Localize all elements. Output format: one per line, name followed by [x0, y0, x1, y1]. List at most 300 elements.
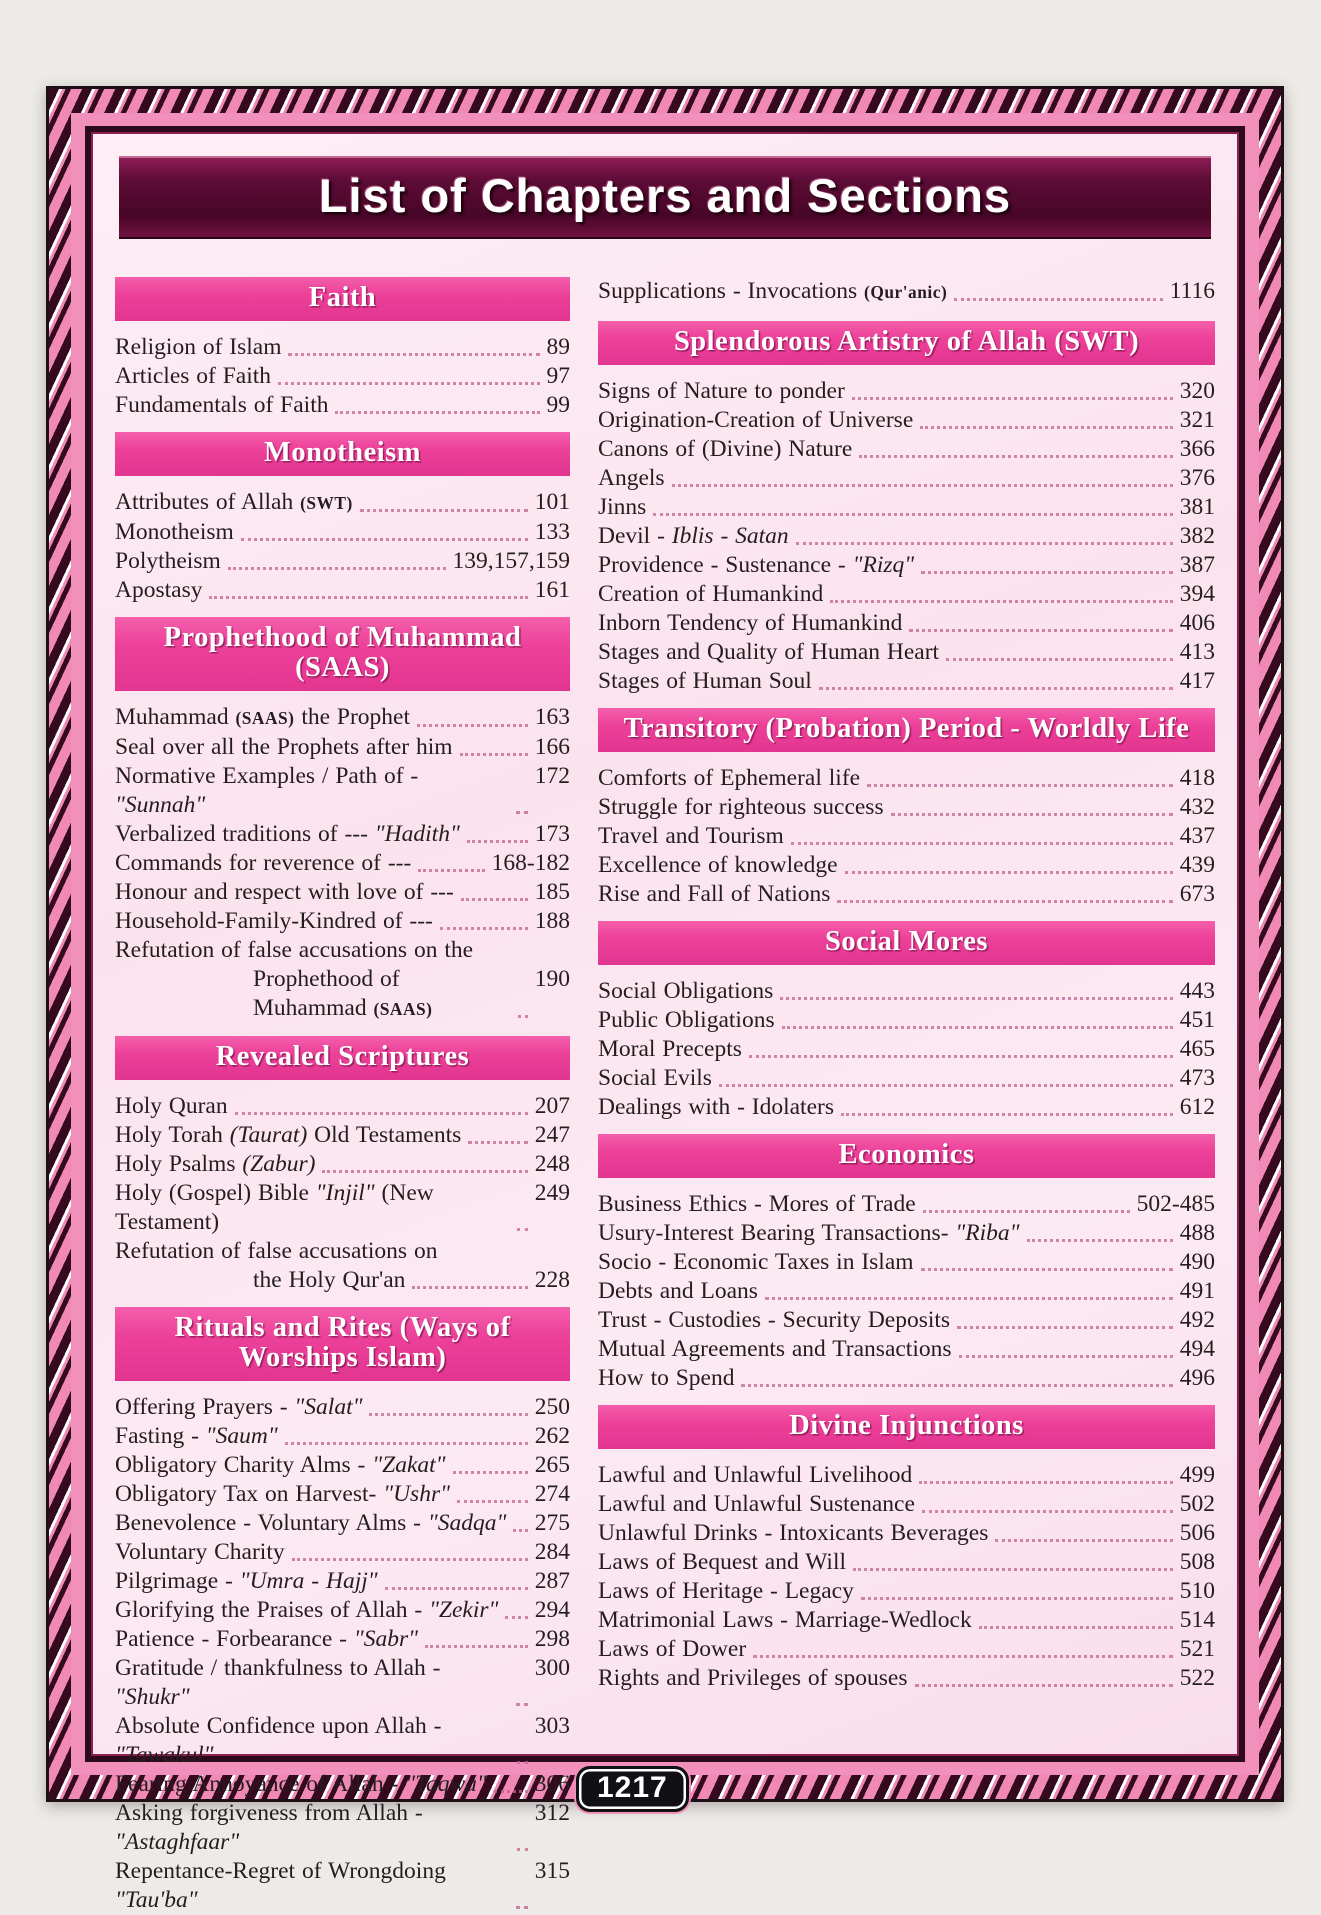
- entry-page-number: 298: [534, 1626, 570, 1652]
- entry-label: Holy (Gospel) Bible "Injil" (New Testament): [115, 1180, 434, 1235]
- toc-entry: [598, 1490, 1215, 1519]
- entry-label: Fundamentals of Faith: [115, 392, 329, 418]
- entry-page-number: 248: [534, 1151, 570, 1177]
- entry-label: How to Spend: [598, 1365, 735, 1391]
- book-page: [46, 86, 1284, 1913]
- entry-label: Repentance-Regret of Wrongdoing "Tau'ba": [115, 1858, 446, 1913]
- toc-entry: [115, 733, 570, 762]
- entry-page-number: 394: [1179, 581, 1215, 607]
- entry-label: Providence - Sustenance - "Rizq": [598, 552, 915, 578]
- dot-leader: [791, 842, 1173, 845]
- entry-page-number: 207: [534, 1093, 570, 1119]
- toc-entry: [115, 1422, 570, 1451]
- section-banner: Revealed Scriptures: [115, 1036, 570, 1080]
- toc-entry: [598, 277, 1215, 307]
- entry-label: Verbalized traditions of --- "Hadith": [115, 821, 460, 847]
- entry-page-number: 488: [1179, 1220, 1215, 1246]
- entry-label: Business Ethics - Mores of Trade: [598, 1191, 916, 1217]
- entry-label: Canons of (Divine) Nature: [598, 436, 853, 462]
- entry-page-number: 508: [1179, 1549, 1215, 1575]
- dot-leader: [517, 1761, 528, 1764]
- entry-page-number: 382: [1179, 523, 1215, 549]
- dot-leader: [909, 629, 1172, 632]
- entry-page-number: 417: [1179, 668, 1215, 694]
- toc-entry: [115, 849, 570, 878]
- toc-entry: [115, 391, 570, 420]
- toc-entry: [115, 1092, 570, 1121]
- section-banner: Divine Injunctions: [598, 1405, 1215, 1449]
- section-banner: Prophethood of Muhammad (SAAS): [115, 617, 570, 691]
- toc-entry: [115, 820, 570, 849]
- entry-label: Benevolence - Voluntary Alms - "Sadqa": [115, 1510, 507, 1536]
- toc-entry: [598, 609, 1215, 638]
- dot-leader: [672, 484, 1173, 487]
- entry-page-number: 502: [1179, 1491, 1215, 1517]
- toc-entry: [598, 1006, 1215, 1035]
- entry-label: Stages and Quality of Human Heart: [598, 639, 940, 665]
- toc-entry-wrapped-line: [115, 936, 570, 965]
- entry-page-number: 172: [534, 763, 570, 789]
- entry-label: Signs of Nature to ponder: [598, 378, 845, 404]
- entry-page-number: 510: [1179, 1578, 1215, 1604]
- dot-leader: [837, 900, 1172, 903]
- entry-label: Rise and Fall of Nations: [598, 881, 831, 907]
- toc-entry: [598, 1635, 1215, 1664]
- section-banner: Rituals and Rites (Ways of Worships Islam): [115, 1307, 570, 1381]
- entry-page-number: 381: [1179, 494, 1215, 520]
- entry-label: Muhammad (SAAS) the Prophet: [115, 704, 411, 730]
- dot-leader: [915, 1684, 1173, 1687]
- entry-page-number: 190: [534, 966, 570, 992]
- dot-leader: [425, 1645, 528, 1648]
- section-banner: Splendorous Artistry of Allah (SWT): [598, 321, 1215, 365]
- entry-label: Comforts of Ephemeral life: [598, 765, 861, 791]
- dot-leader: [749, 1055, 1173, 1058]
- entry-label: Debts and Loans: [598, 1278, 758, 1304]
- entry-page-number: 514: [1179, 1607, 1215, 1633]
- entry-label: the Holy Qur'an: [253, 1267, 406, 1293]
- dot-leader: [412, 1286, 527, 1289]
- entry-label: Inborn Tendency of Humankind: [598, 610, 903, 636]
- entry-label: Voluntary Charity: [115, 1539, 285, 1565]
- toc-entry: [115, 1480, 570, 1509]
- toc-entry: [115, 703, 570, 733]
- entry-page-number: 1116: [1169, 278, 1215, 304]
- entry-page-number: 247: [534, 1122, 570, 1148]
- entry-label: Angels: [598, 465, 665, 491]
- dot-leader: [467, 840, 528, 843]
- section-banner: Social Mores: [598, 921, 1215, 965]
- dot-leader: [278, 382, 539, 385]
- toc-entry: [598, 851, 1215, 880]
- entry-page-number: 502-485: [1136, 1191, 1215, 1217]
- toc-entry: [115, 1799, 570, 1857]
- toc-entry: [115, 547, 570, 576]
- toc-entry: [115, 1121, 570, 1150]
- toc-entry: [598, 1306, 1215, 1335]
- entry-label: Prophethood of Muhammad (SAAS): [253, 966, 433, 1021]
- dot-leader: [241, 538, 528, 541]
- entry-label: Attributes of Allah (SWT): [115, 489, 353, 515]
- entry-page-number: 97: [546, 363, 570, 389]
- toc-columns: [113, 265, 1217, 1915]
- entry-label: Holy Quran: [115, 1093, 228, 1119]
- entry-label: Laws of Bequest and Will: [598, 1549, 847, 1575]
- dot-leader: [979, 1626, 1173, 1629]
- dot-leader: [841, 1113, 1173, 1116]
- toc-entry: [115, 1266, 570, 1295]
- entry-page-number: 139,157,159: [452, 548, 570, 574]
- toc-entry: [115, 362, 570, 391]
- entry-label: Apostasy: [115, 577, 203, 603]
- dot-leader: [516, 811, 528, 814]
- entry-page-number: 491: [1179, 1278, 1215, 1304]
- entry-label: Obligatory Tax on Harvest- "Ushr": [115, 1481, 450, 1507]
- toc-entry: [598, 1364, 1215, 1393]
- dot-leader: [782, 1026, 1173, 1029]
- entry-label: Patience - Forbearance - "Sabr": [115, 1626, 419, 1652]
- entry-page-number: 249: [534, 1180, 570, 1206]
- entry-label: Religion of Islam: [115, 334, 282, 360]
- toc-entry: [115, 1451, 570, 1480]
- dot-leader: [819, 687, 1173, 690]
- dot-leader: [765, 1297, 1173, 1300]
- toc-entry: [598, 1548, 1215, 1577]
- entry-label: Laws of Heritage - Legacy: [598, 1578, 854, 1604]
- dot-leader: [921, 571, 1173, 574]
- toc-entry: [115, 1857, 570, 1915]
- dot-leader: [922, 1510, 1173, 1513]
- dot-leader: [995, 1539, 1172, 1542]
- entry-label: Fasting - "Saum": [115, 1423, 278, 1449]
- entry-page-number: 366: [1179, 436, 1215, 462]
- dot-leader: [335, 411, 539, 414]
- toc-entry: [598, 580, 1215, 609]
- toc-entry: [115, 1509, 570, 1538]
- toc-entry: [598, 977, 1215, 1006]
- toc-entry: [598, 1219, 1215, 1248]
- dot-leader: [292, 1558, 528, 1561]
- dot-leader: [853, 1568, 1173, 1571]
- entry-label: Polytheism: [115, 548, 221, 574]
- entry-page-number: 168-182: [491, 850, 570, 876]
- entry-page-number: 185: [534, 879, 570, 905]
- toc-entry: [598, 1577, 1215, 1606]
- dot-leader: [461, 898, 528, 901]
- entry-label: Devil - Iblis - Satan: [598, 523, 789, 549]
- section-banner: Economics: [598, 1134, 1215, 1178]
- entry-label: Struggle for righteous success: [598, 794, 884, 820]
- entry-page-number: 413: [1179, 639, 1215, 665]
- entry-page-number: 188: [534, 908, 570, 934]
- entry-label: Absolute Confidence upon Allah - "Tawakul": [115, 1713, 442, 1768]
- dot-leader: [209, 596, 527, 599]
- toc-entry: [115, 1625, 570, 1654]
- toc-entry: [115, 1712, 570, 1770]
- entry-label: Stages of Human Soul: [598, 668, 812, 694]
- entry-label: Travel and Tourism: [598, 823, 784, 849]
- toc-entry: [598, 1035, 1215, 1064]
- dot-leader: [796, 542, 1173, 545]
- entry-page-number: 473: [1179, 1065, 1215, 1091]
- toc-entry: [115, 907, 570, 936]
- entry-page-number: 376: [1179, 465, 1215, 491]
- dot-leader: [440, 927, 528, 930]
- entry-label: Asking forgiveness from Allah - "Astaghfaar": [115, 1800, 423, 1855]
- toc-entry: [115, 1567, 570, 1596]
- entry-page-number: 443: [1179, 978, 1215, 1004]
- dot-leader: [288, 353, 539, 356]
- dot-leader: [460, 753, 528, 756]
- entry-page-number: 133: [534, 519, 570, 545]
- entry-page-number: 320: [1179, 378, 1215, 404]
- toc-entry: [115, 1179, 570, 1237]
- dot-leader: [719, 1084, 1173, 1087]
- entry-page-number: 173: [534, 821, 570, 847]
- entry-page-number: 300: [534, 1655, 570, 1681]
- dot-leader: [516, 1906, 527, 1909]
- dot-leader: [453, 1471, 528, 1474]
- dot-leader: [322, 1170, 527, 1173]
- page-number-badge: 1217: [576, 1766, 689, 1812]
- dot-leader: [417, 724, 528, 727]
- toc-entry: [598, 1277, 1215, 1306]
- dot-leader: [780, 997, 1172, 1000]
- entry-page-number: 284: [534, 1539, 570, 1565]
- toc-entry: [598, 435, 1215, 464]
- entry-label: Rights and Privileges of spouses: [598, 1665, 908, 1691]
- entry-page-number: 303: [534, 1713, 570, 1739]
- toc-entry: [115, 1654, 570, 1712]
- entry-page-number: 287: [534, 1568, 570, 1594]
- entry-label: Socio - Economic Taxes in Islam: [598, 1249, 914, 1275]
- toc-entry: [598, 551, 1215, 580]
- entry-page-number: 262: [534, 1423, 570, 1449]
- toc-entry: [115, 878, 570, 907]
- dot-leader: [867, 784, 1173, 787]
- entry-page-number: 294: [534, 1597, 570, 1623]
- dot-leader: [957, 1326, 1173, 1329]
- entry-page-number: 315: [534, 1858, 570, 1884]
- entry-page-number: 499: [1179, 1462, 1215, 1488]
- entry-label: Normative Examples / Path of - "Sunnah": [115, 763, 419, 818]
- dot-leader: [891, 813, 1173, 816]
- entry-page-number: 496: [1179, 1365, 1215, 1391]
- toc-entry: [598, 1664, 1215, 1693]
- entry-label: Jinns: [598, 494, 647, 520]
- entry-page-number: 490: [1179, 1249, 1215, 1275]
- entry-page-number: 521: [1179, 1636, 1215, 1662]
- dot-leader: [285, 1442, 528, 1445]
- entry-label: Fearing Annoyance of Allah - "Taqwa": [115, 1771, 487, 1797]
- entry-label: Refutation of false accusations on the: [115, 937, 474, 963]
- toc-entry: [115, 965, 570, 1024]
- toc-entry: [598, 1461, 1215, 1490]
- entry-label: Seal over all the Prophets after him: [115, 734, 453, 760]
- entry-page-number: 437: [1179, 823, 1215, 849]
- toc-entry: [115, 518, 570, 547]
- toc-entry: [598, 764, 1215, 793]
- entry-label: Origination-Creation of Universe: [598, 407, 914, 433]
- dot-leader: [653, 513, 1172, 516]
- entry-page-number: 161: [534, 577, 570, 603]
- toc-entry: [598, 1248, 1215, 1277]
- dot-leader: [385, 1587, 528, 1590]
- entry-label: Mutual Agreements and Transactions: [598, 1336, 952, 1362]
- decorative-rope-border: [49, 89, 1281, 1913]
- entry-label: Articles of Faith: [115, 363, 272, 389]
- entry-page-number: 99: [546, 392, 570, 418]
- toc-column-right: [598, 265, 1215, 1915]
- toc-entry: [115, 1770, 570, 1799]
- entry-label: Excellence of knowledge: [598, 852, 838, 878]
- entry-page-number: 250: [534, 1394, 570, 1420]
- entry-label: Pilgrimage - "Umra - Hajj": [115, 1568, 378, 1594]
- dot-leader: [954, 298, 1163, 301]
- toc-entry: [598, 1064, 1215, 1093]
- entry-label: Supplications - Invocations (Qur'anic): [598, 278, 948, 304]
- entry-page-number: 494: [1179, 1336, 1215, 1362]
- title-banner: [119, 156, 1211, 239]
- entry-label: Holy Psalms (Zabur): [115, 1151, 316, 1177]
- dot-leader: [861, 1597, 1173, 1600]
- section-banner: Monotheism: [115, 432, 570, 476]
- dot-leader: [235, 1112, 528, 1115]
- dot-leader: [517, 1228, 528, 1231]
- toc-entry: [598, 667, 1215, 696]
- dot-leader: [228, 567, 446, 570]
- entry-page-number: 228: [534, 1267, 570, 1293]
- entry-label: Lawful and Unlawful Livelihood: [598, 1462, 913, 1488]
- entry-label: Moral Precepts: [598, 1036, 742, 1062]
- dot-leader: [753, 1655, 1173, 1658]
- dot-leader: [845, 871, 1173, 874]
- dot-leader: [360, 509, 528, 512]
- dot-leader: [369, 1413, 527, 1416]
- section-banner: Transitory (Probation) Period - Worldly Life: [598, 708, 1215, 752]
- entry-label: Dealings with - Idolaters: [598, 1094, 834, 1120]
- dot-leader: [830, 600, 1173, 603]
- dot-leader: [1027, 1239, 1173, 1242]
- dot-leader: [921, 1268, 1173, 1271]
- entry-label: Usury-Interest Bearing Transactions- "Riba": [598, 1220, 1020, 1246]
- dot-leader: [852, 397, 1173, 400]
- dot-leader: [418, 869, 484, 872]
- entry-page-number: 673: [1179, 881, 1215, 907]
- entry-page-number: 101: [534, 489, 570, 515]
- dot-leader: [517, 1848, 528, 1851]
- entry-page-number: 612: [1179, 1094, 1215, 1120]
- toc-entry: [115, 1150, 570, 1179]
- entry-label: Holy Torah (Taurat) Old Testaments: [115, 1122, 462, 1148]
- entry-label: Unlawful Drinks - Intoxicants Beverages: [598, 1520, 989, 1546]
- toc-column-left: [115, 265, 570, 1915]
- toc-entry: [598, 638, 1215, 667]
- toc-entry: [598, 1519, 1215, 1548]
- toc-entry: [115, 488, 570, 518]
- entry-label: Social Evils: [598, 1065, 712, 1091]
- entry-page-number: 492: [1179, 1307, 1215, 1333]
- dot-leader: [494, 1790, 528, 1793]
- dot-leader: [518, 1015, 528, 1018]
- entry-page-number: 312: [534, 1800, 570, 1826]
- toc-entry: [598, 406, 1215, 435]
- entry-page-number: 451: [1179, 1007, 1215, 1033]
- entry-page-number: 439: [1179, 852, 1215, 878]
- toc-entry: [598, 1093, 1215, 1122]
- toc-entry: [115, 333, 570, 362]
- entry-page-number: 89: [546, 334, 570, 360]
- entry-label: Obligatory Charity Alms - "Zakat": [115, 1452, 446, 1478]
- entry-label: Offering Prayers - "Salat": [115, 1394, 363, 1420]
- entry-label: Trust - Custodies - Security Deposits: [598, 1307, 951, 1333]
- inner-pink-frame: [71, 113, 1259, 1913]
- entry-page-number: 265: [534, 1452, 570, 1478]
- dot-leader: [923, 1210, 1130, 1213]
- entry-label: Honour and respect with love of ---: [115, 879, 454, 905]
- entry-page-number: 306: [534, 1771, 570, 1797]
- toc-entry: [598, 822, 1215, 851]
- dot-leader: [959, 1355, 1173, 1358]
- toc-entry: [115, 1538, 570, 1567]
- dot-leader: [468, 1141, 527, 1144]
- entry-label: Lawful and Unlawful Sustenance: [598, 1491, 915, 1517]
- entry-label: Social Obligations: [598, 978, 774, 1004]
- entry-label: Monotheism: [115, 519, 234, 545]
- entry-label: Household-Family-Kindred of ---: [115, 908, 433, 934]
- toc-entry: [115, 1596, 570, 1625]
- toc-entry: [598, 1606, 1215, 1635]
- entry-label: Creation of Humankind: [598, 581, 824, 607]
- toc-entry: [598, 1335, 1215, 1364]
- entry-page-number: 418: [1179, 765, 1215, 791]
- toc-entry: [598, 522, 1215, 551]
- section-banner: Faith: [115, 277, 570, 321]
- toc-entry: [598, 1190, 1215, 1219]
- dot-leader: [513, 1529, 527, 1532]
- entry-label: Laws of Dower: [598, 1636, 747, 1662]
- entry-label: Gratitude / thankfulness to Allah - "Shukr": [115, 1655, 441, 1710]
- dot-leader: [920, 426, 1173, 429]
- page-title: List of Chapters and Sections: [318, 169, 1012, 222]
- entry-page-number: 274: [534, 1481, 570, 1507]
- entry-page-number: 522: [1179, 1665, 1215, 1691]
- dot-leader: [457, 1500, 528, 1503]
- entry-page-number: 275: [534, 1510, 570, 1536]
- toc-entry: [598, 464, 1215, 493]
- entry-label: Public Obligations: [598, 1007, 775, 1033]
- entry-page-number: 166: [534, 734, 570, 760]
- toc-entry: [598, 377, 1215, 406]
- toc-entry: [598, 880, 1215, 909]
- toc-entry: [115, 576, 570, 605]
- dot-leader: [741, 1384, 1172, 1387]
- toc-entry: [115, 1393, 570, 1422]
- entry-label: Refutation of false accusations on: [115, 1238, 438, 1264]
- dot-leader: [516, 1703, 528, 1706]
- entry-page-number: 432: [1179, 794, 1215, 820]
- dot-leader: [505, 1616, 527, 1619]
- entry-page-number: 465: [1179, 1036, 1215, 1062]
- toc-entry: [115, 762, 570, 820]
- entry-label: Commands for reverence of ---: [115, 850, 412, 876]
- toc-entry: [598, 793, 1215, 822]
- toc-entry: [598, 493, 1215, 522]
- dot-leader: [919, 1481, 1172, 1484]
- entry-page-number: 406: [1179, 610, 1215, 636]
- entry-label: Matrimonial Laws - Marriage-Wedlock: [598, 1607, 972, 1633]
- toc-entry-wrapped-line: [115, 1237, 570, 1266]
